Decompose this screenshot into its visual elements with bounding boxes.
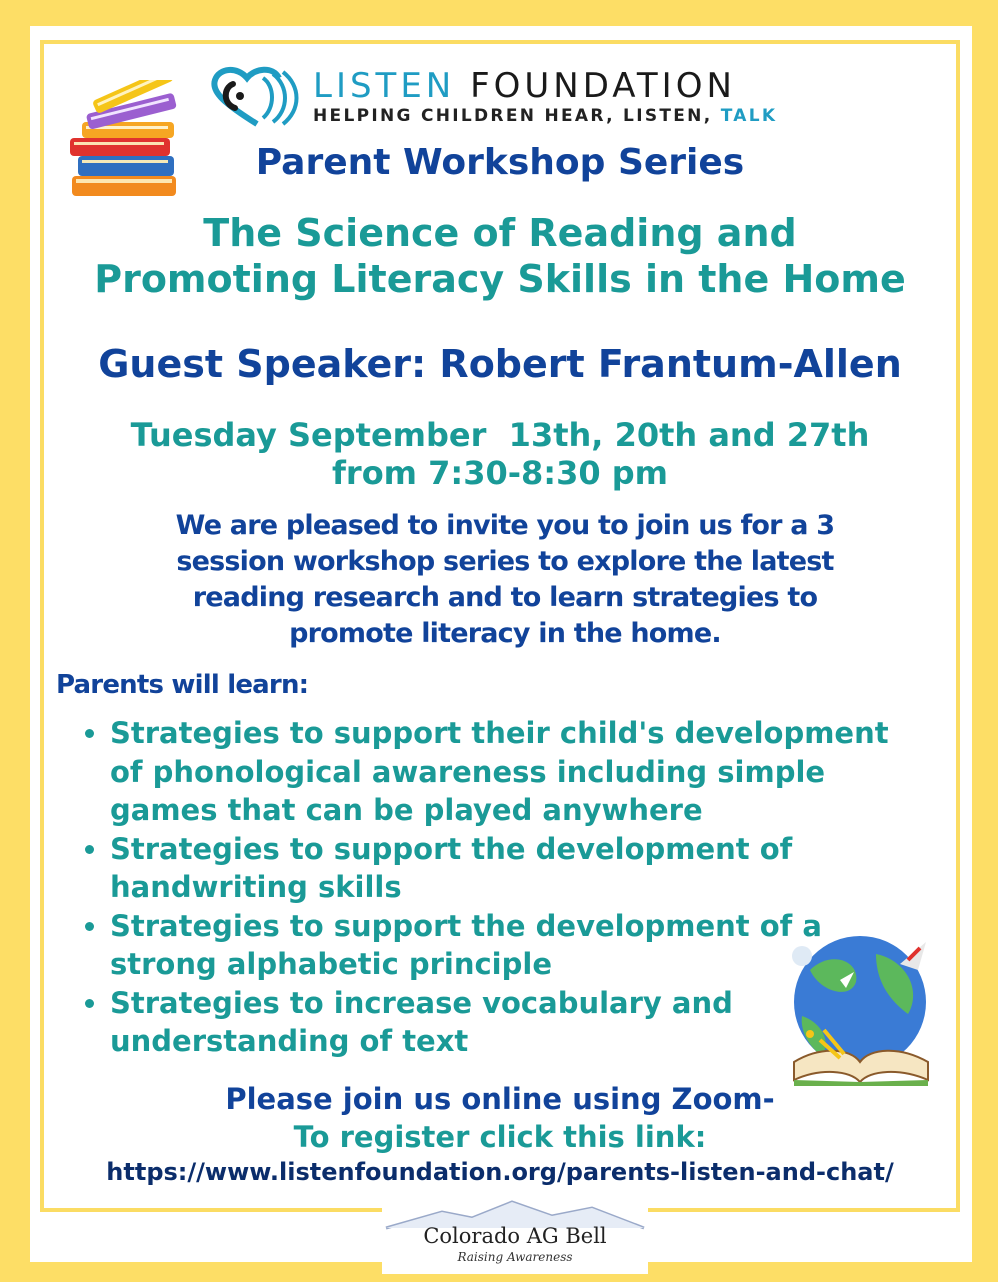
session-dates <box>40 416 960 492</box>
series-heading: Parent Workshop Series <box>255 142 745 183</box>
learn-heading: Parents will learn: <box>56 670 309 700</box>
guest-speaker: Guest Speaker: Robert Frantum-Allen <box>98 342 902 386</box>
sponsor-name: Colorado AG Bell <box>423 1224 607 1248</box>
list-item <box>110 714 970 830</box>
list-item-line: handwriting skills <box>110 870 402 904</box>
list-item-line: of phonological awareness including simple <box>110 754 826 789</box>
invitation-line1: We are pleased to invite you to join us for a 3 <box>175 510 835 541</box>
zoom-note: Please join us online using Zoom- <box>225 1082 775 1116</box>
colorado-ag-bell-logo <box>382 1200 648 1274</box>
logo-tagline <box>313 106 777 126</box>
register-note: To register click this link: <box>293 1120 707 1154</box>
logo-tagline-main: HELPING CHILDREN HEAR, LISTEN, <box>313 106 713 126</box>
listen-foundation-logo <box>205 62 805 132</box>
registration-link[interactable]: https://www.listenfoundation.org/parents-listen-and-chat/ <box>106 1158 894 1186</box>
session-dates-line1: Tuesday September 13th, 20th and 27th <box>130 416 870 454</box>
list-item-line: • Strategies to support the development of <box>110 831 793 866</box>
logo-word-listen: LISTEN <box>313 66 456 106</box>
list-item-line: strong alphabetic principle <box>110 947 552 981</box>
list-item-line: • Strategies to increase vocabulary and <box>110 985 733 1020</box>
invitation-line3: reading research and to learn strategies to <box>192 582 818 613</box>
sponsor-tagline: Raising Awareness <box>457 1250 573 1264</box>
list-item-line: • Strategies to support their child's development <box>110 716 889 750</box>
list-item-line: games that can be played anywhere <box>110 793 703 827</box>
session-time: from 7:30-8:30 pm <box>331 454 669 492</box>
workshop-title-line2: Promoting Literacy Skills in the Home <box>94 257 906 301</box>
logo-word-foundation: FOUNDATION <box>470 66 736 106</box>
workshop-title <box>40 210 960 302</box>
list-item-line: understanding of text <box>110 1024 469 1058</box>
workshop-title-line1: The Science of Reading and <box>203 211 797 255</box>
list-item <box>110 830 970 907</box>
invitation-line4: promote literacy in the home. <box>289 618 721 649</box>
globe-book-icon <box>780 930 942 1090</box>
list-item-line: • Strategies to support the development of a <box>110 908 822 943</box>
logo-tagline-talk: TALK <box>720 106 778 126</box>
logo-wordmark <box>313 66 736 106</box>
invitation-line2: session workshop series to explore the latest <box>176 546 834 577</box>
invitation-text <box>60 508 950 652</box>
ear-heart-icon <box>205 64 310 130</box>
